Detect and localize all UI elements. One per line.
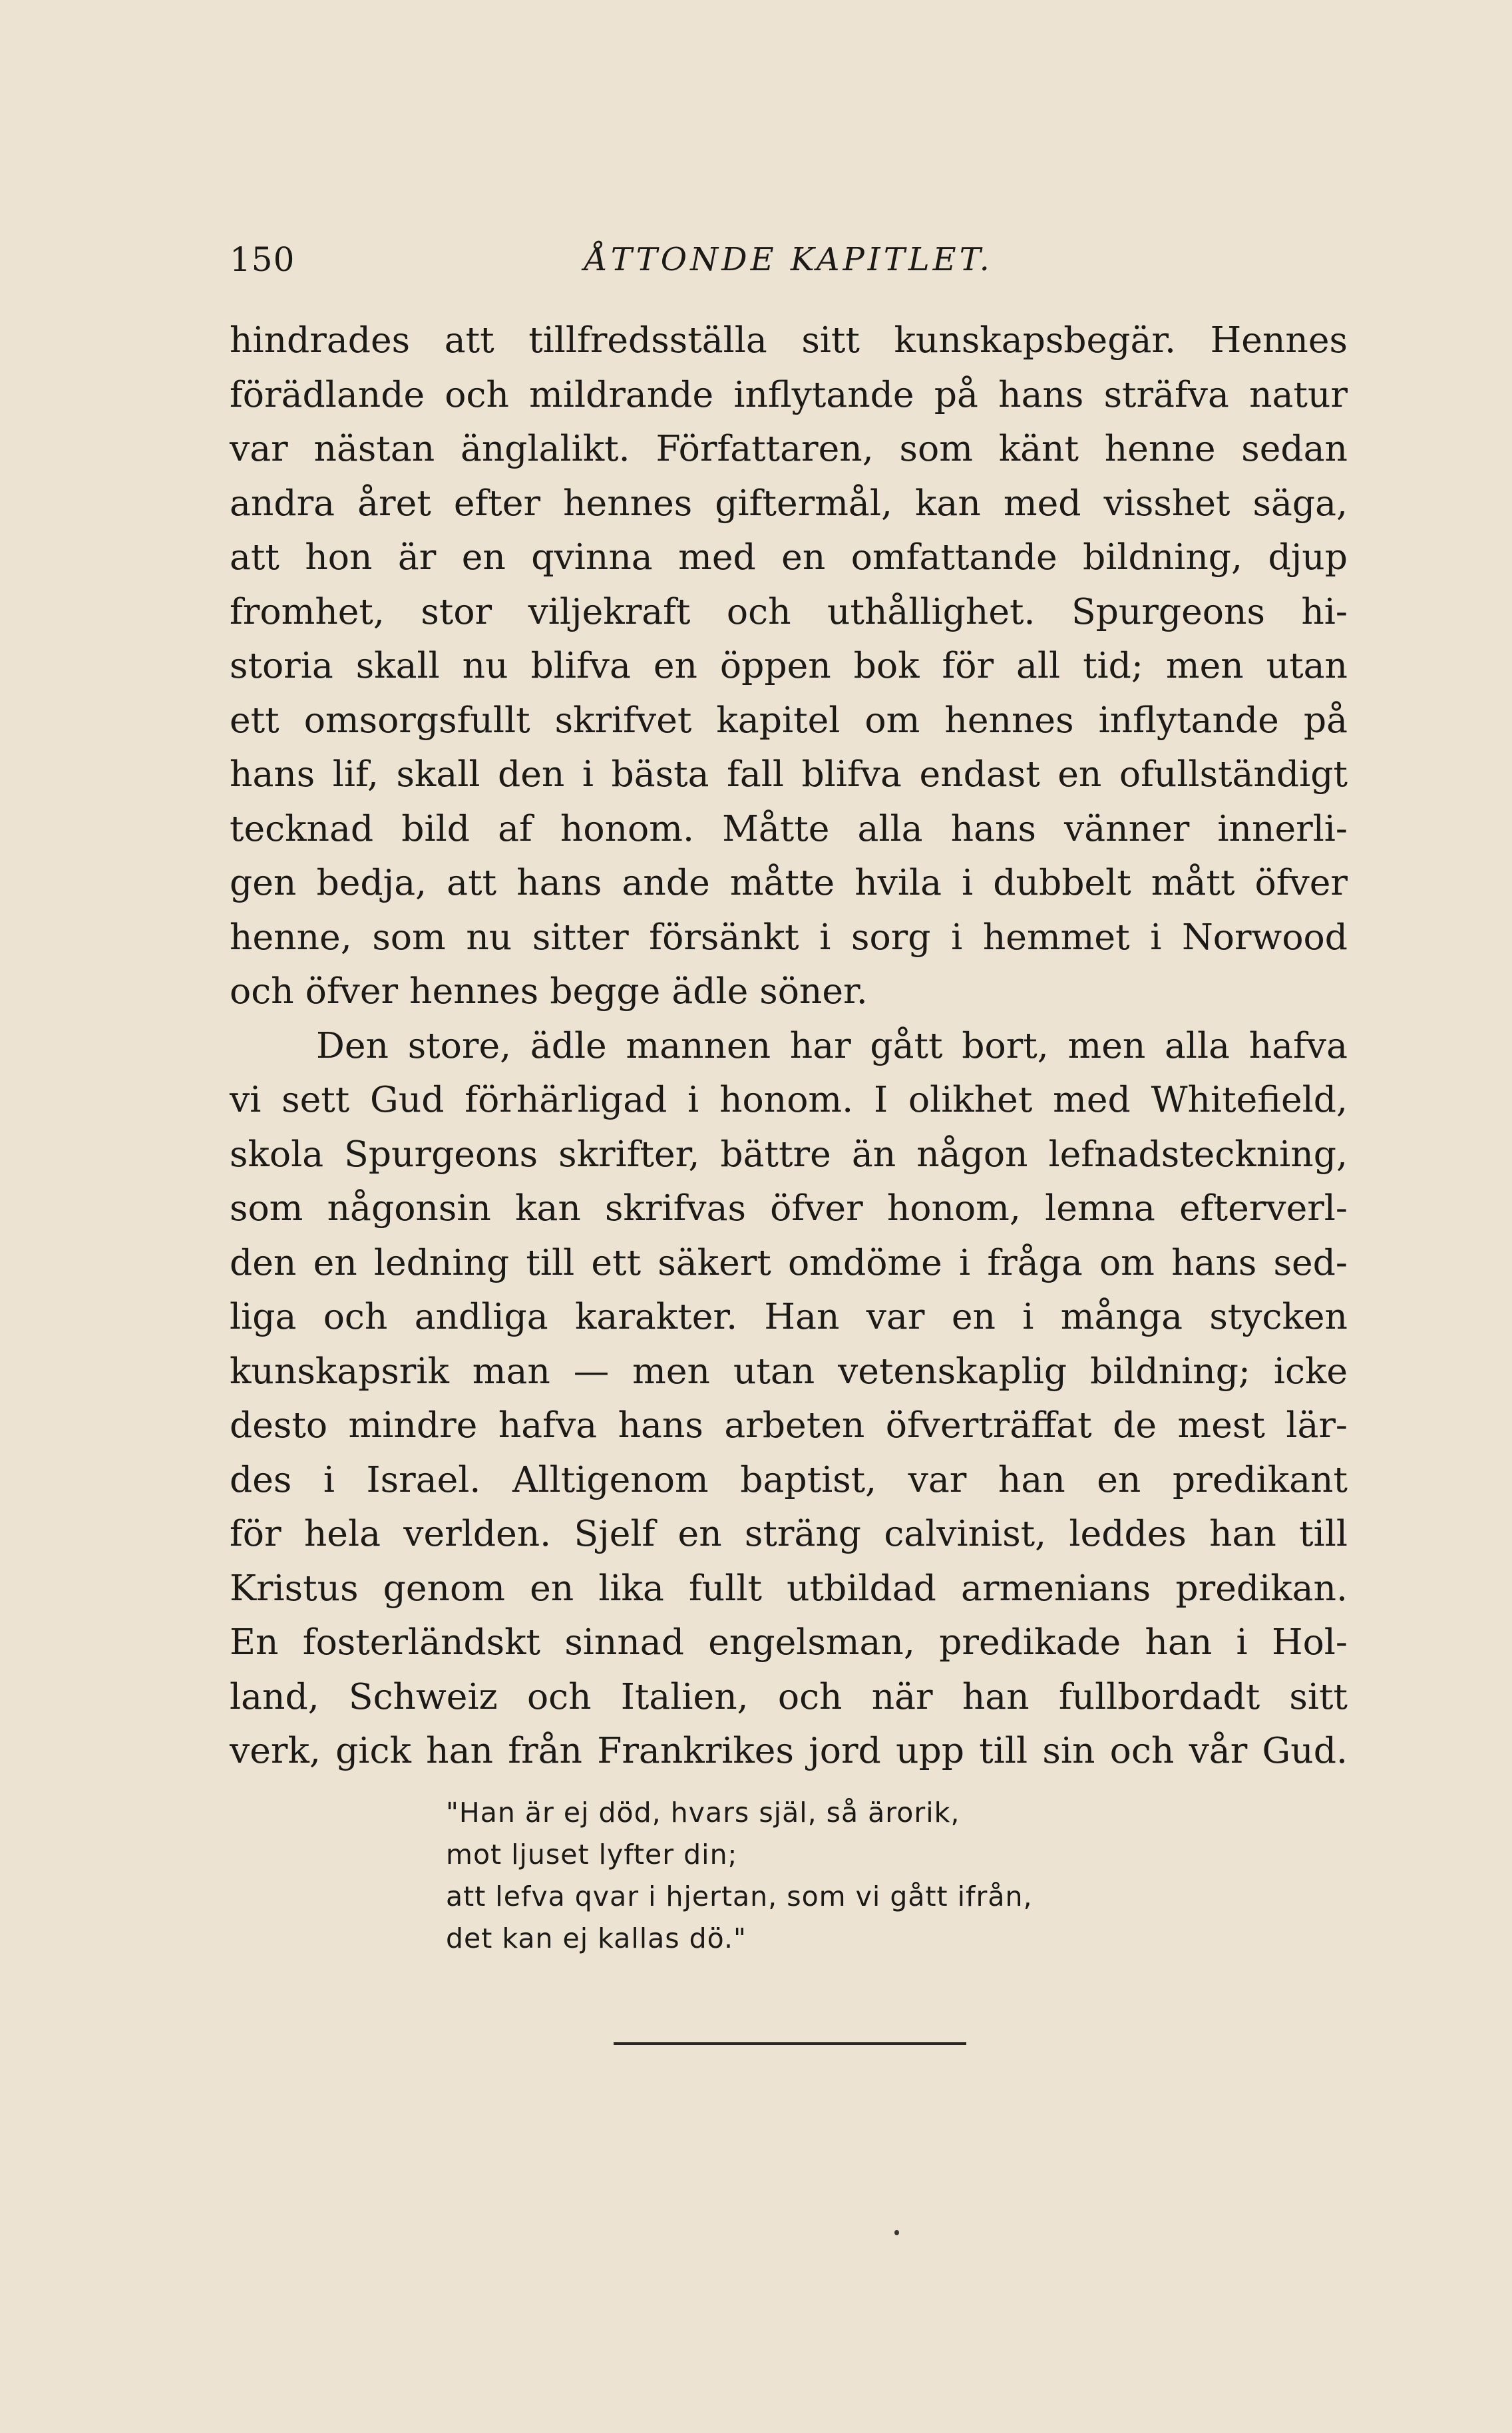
text-line: land, Schweiz och Italien, och när han fullbordadt sitt — [230, 1675, 1348, 1717]
paragraph — [230, 1018, 1348, 1778]
text-line: En fosterländskt sinnad engelsman, predikade han i Hol- — [230, 1621, 1348, 1663]
text-line: förädlande och mildrande inflytande på hans sträfva natur — [230, 373, 1348, 415]
page-header — [230, 236, 1348, 283]
text-line: Den store, ädle mannen har gått bort, men alla hafva — [316, 1024, 1348, 1066]
page-number: 150 — [230, 240, 295, 279]
text-line: verk, gick han från Frankrikes jord upp till sin och vår Gud. — [230, 1729, 1348, 1771]
text-line: var nästan änglalikt. Författaren, som känt henne sedan — [230, 427, 1348, 469]
text-line: skola Spurgeons skrifter, bättre än någon lefnadsteckning, — [230, 1132, 1348, 1175]
paragraph — [230, 313, 1348, 1018]
text-line: tecknad bild af honom. Måtte alla hans vänner innerli- — [230, 807, 1348, 849]
poem-line: "Han är ej död, hvars själ, så ärorik, — [446, 1797, 960, 1829]
text-line: vi sett Gud förhärligad i honom. I olikhet med Whitefield, — [230, 1078, 1348, 1120]
text-line: andra året efter hennes giftermål, kan med visshet säga, — [230, 481, 1348, 524]
text-line: för hela verlden. Sjelf en sträng calvinist, leddes han till — [230, 1512, 1348, 1554]
text-line: och öfver hennes begge ädle söner. — [230, 970, 868, 1012]
text-line: henne, som nu sitter försänkt i sorg i hemmet i Norwood — [230, 915, 1348, 958]
text-line: hindrades att tillfredsställa sitt kunskapsbegär. Hennes — [230, 319, 1348, 361]
text-line: ett omsorgsfullt skrifvet kapitel om hennes inflytande på — [230, 698, 1348, 741]
body-text — [230, 313, 1348, 1778]
text-line: som någonsin kan skrifvas öfver honom, lemna efterverl- — [230, 1187, 1348, 1229]
text-line: fromhet, stor viljekraft och uthållighet. Spurgeons hi- — [230, 590, 1348, 632]
poem-quote — [446, 1792, 1032, 1960]
text-line: den en ledning till ett säkert omdöme i fråga om hans sed- — [230, 1241, 1348, 1283]
text-line: gen bedja, att hans ande måtte hvila i dubbelt mått öfver — [230, 861, 1348, 903]
text-line: att hon är en qvinna med en omfattande bildning, djup — [230, 536, 1348, 578]
print-speck — [894, 2230, 899, 2235]
poem-line: att lefva qvar i hjertan, som vi gått ifrån, — [446, 1880, 1033, 1912]
running-title: ÅTTONDE KAPITLET. — [584, 241, 993, 278]
poem-line: mot ljuset lyfter din; — [446, 1839, 738, 1871]
poem-line: det kan ej kallas dö." — [446, 1922, 747, 1954]
text-line: Kristus genom en lika fullt utbildad armenians predikan. — [230, 1566, 1348, 1609]
text-line: storia skall nu blifva en öppen bok för all tid; men utan — [230, 644, 1348, 686]
text-line: liga och andliga karakter. Han var en i många stycken — [230, 1295, 1348, 1337]
text-line: desto mindre hafva hans arbeten öfverträffat de mest lär- — [230, 1404, 1348, 1446]
text-line: des i Israel. Alltigenom baptist, var han en predikant — [230, 1458, 1348, 1500]
text-line: hans lif, skall den i bästa fall blifva endast en ofullständigt — [230, 753, 1348, 795]
text-line: kunskapsrik man — men utan vetenskaplig bildning; icke — [230, 1349, 1348, 1392]
section-divider — [614, 2042, 966, 2045]
